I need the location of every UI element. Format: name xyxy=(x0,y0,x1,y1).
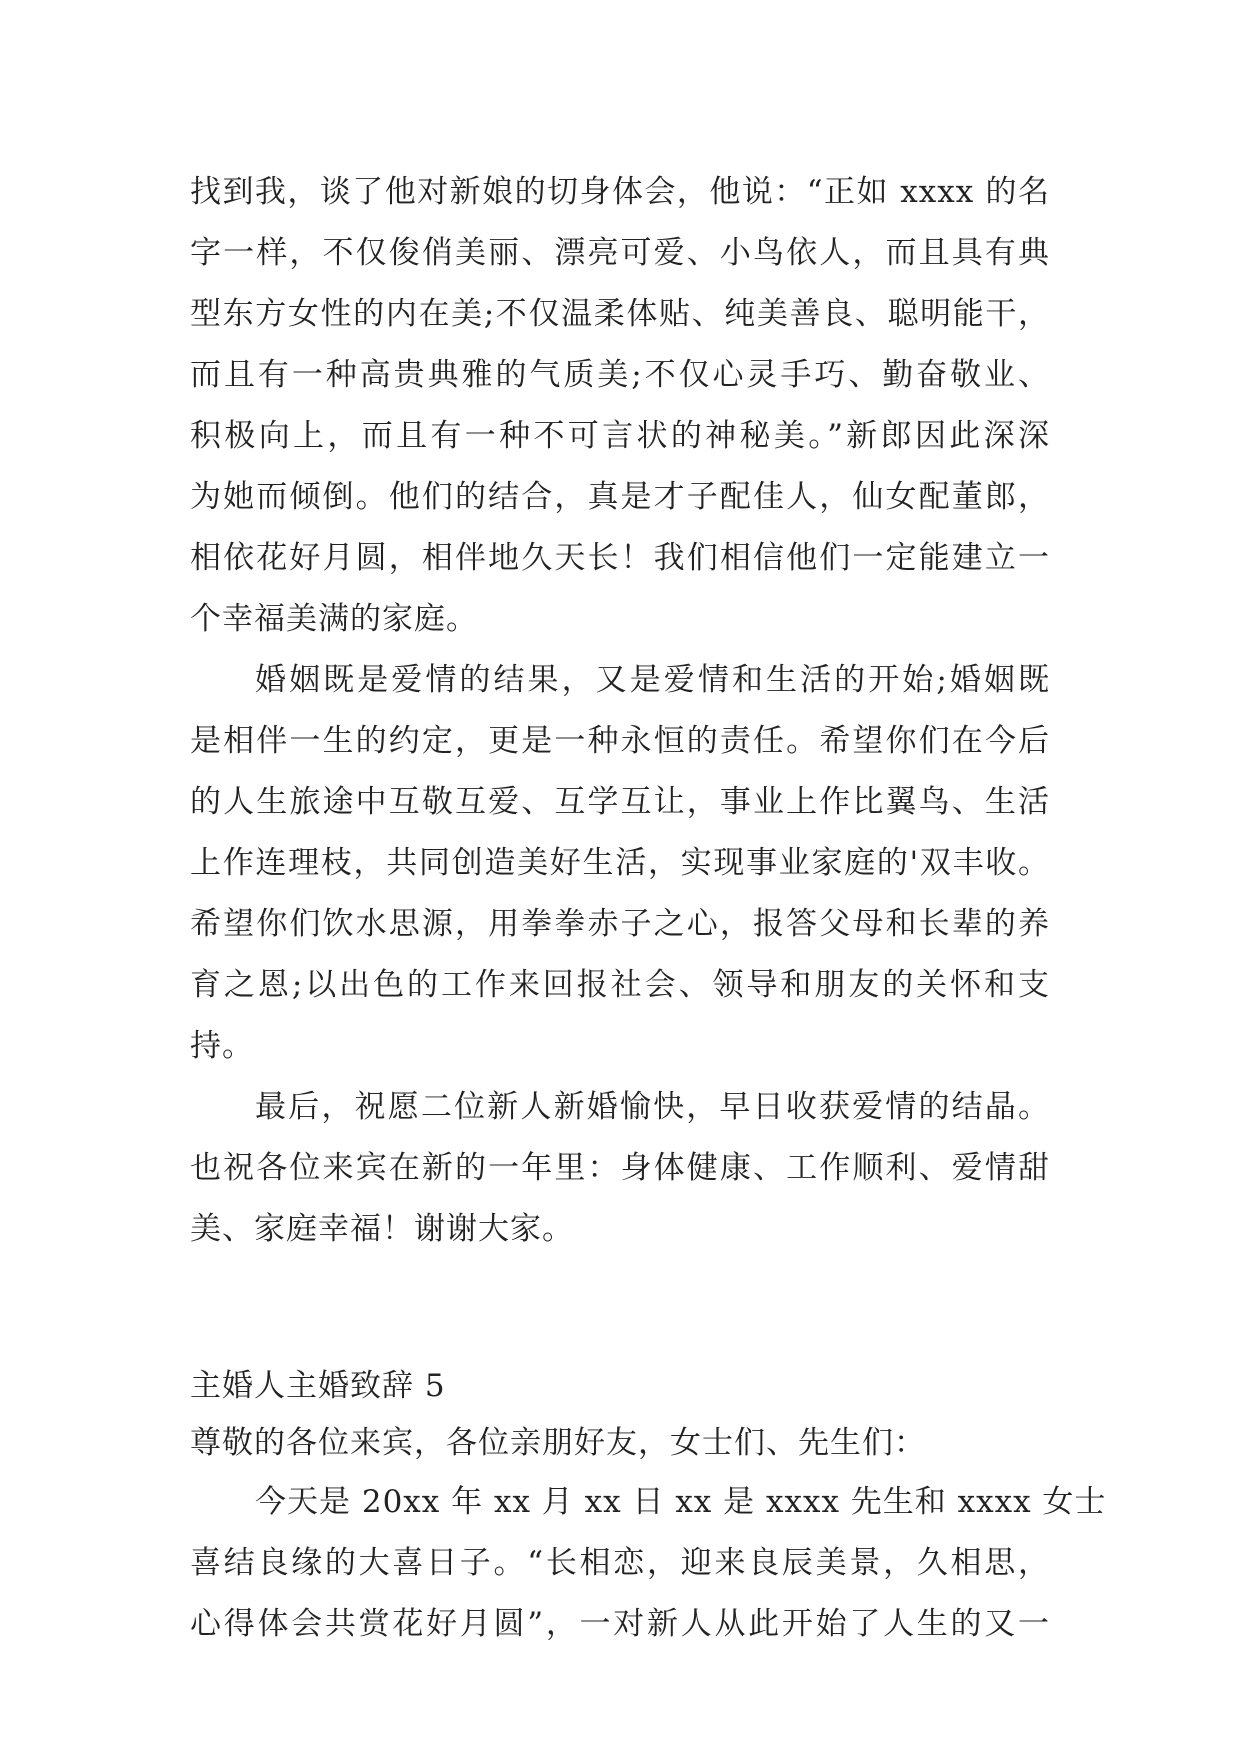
paragraph-1 xyxy=(190,162,1050,650)
text-line: 相依花好月圆，相伴地久天长！我们相信他们一定能建立一 xyxy=(190,540,1050,576)
text-line: 心得体会共赏花好月圆”，一对新人从此开始了人生的又一 xyxy=(190,1606,1050,1642)
section-title: 主婚人主婚致辞 5 xyxy=(190,1368,446,1404)
text-line: 字一样，不仅俊俏美丽、漂亮可爱、小鸟依人，而且具有典 xyxy=(190,235,1050,271)
text-line: 今天是 20xx 年 xx 月 xx 日 xx 是 xxxx 先生和 xxxx 女士 xyxy=(255,1484,1107,1520)
text-line: 上作连理枝，共同创造美好生活，实现事业家庭的'双丰收。 xyxy=(190,845,1050,881)
text-line: 找到我，谈了他对新娘的切身体会，他说：“正如 xxxx 的名 xyxy=(190,174,1050,210)
text-line: 为她而倾倒。他们的结合，真是才子配佳人，仙女配董郎， xyxy=(190,479,1050,515)
text-line: 喜结良缘的大喜日子。“长相恋，迎来良辰美景，久相思， xyxy=(190,1545,1050,1581)
text-line: 婚姻既是爱情的结果，又是爱情和生活的开始;婚姻既 xyxy=(255,662,1050,698)
paragraph-3 xyxy=(190,1077,1050,1260)
paragraph-4 xyxy=(190,1472,1107,1655)
text-line: 美、家庭幸福！谢谢大家。 xyxy=(190,1211,574,1247)
text-line: 而且有一种高贵典雅的气质美;不仅心灵手巧、勤奋敬业、 xyxy=(190,357,1050,393)
text-line: 最后，祝愿二位新人新婚愉快，早日收获爱情的结晶。 xyxy=(255,1089,1050,1125)
text-line: 育之恩;以出色的工作来回报社会、领导和朋友的关怀和支 xyxy=(190,967,1050,1003)
text-line: 积极向上，而且有一种不可言状的神秘美。”新郎因此深深 xyxy=(190,418,1050,454)
text-line: 的人生旅途中互敬互爱、互学互让，事业上作比翼鸟、生活 xyxy=(190,784,1050,820)
text-line: 也祝各位来宾在新的一年里：身体健康、工作顺利、爱情甜 xyxy=(190,1150,1050,1186)
text-line: 持。 xyxy=(190,1028,254,1064)
text-line: 是相伴一生的约定，更是一种永恒的责任。希望你们在今后 xyxy=(190,723,1050,759)
salutation: 尊敬的各位来宾，各位亲朋好友，女士们、先生们： xyxy=(190,1425,926,1461)
section-spacer xyxy=(190,1260,1050,1358)
text-line: 个幸福美满的家庭。 xyxy=(190,601,478,637)
document-body xyxy=(190,162,1107,1655)
text-line: 型东方女性的内在美;不仅温柔体贴、纯美善良、聪明能干， xyxy=(190,296,1050,332)
text-line: 希望你们饮水思源，用拳拳赤子之心，报答父母和长辈的养 xyxy=(190,906,1050,942)
paragraph-2 xyxy=(190,650,1050,1077)
